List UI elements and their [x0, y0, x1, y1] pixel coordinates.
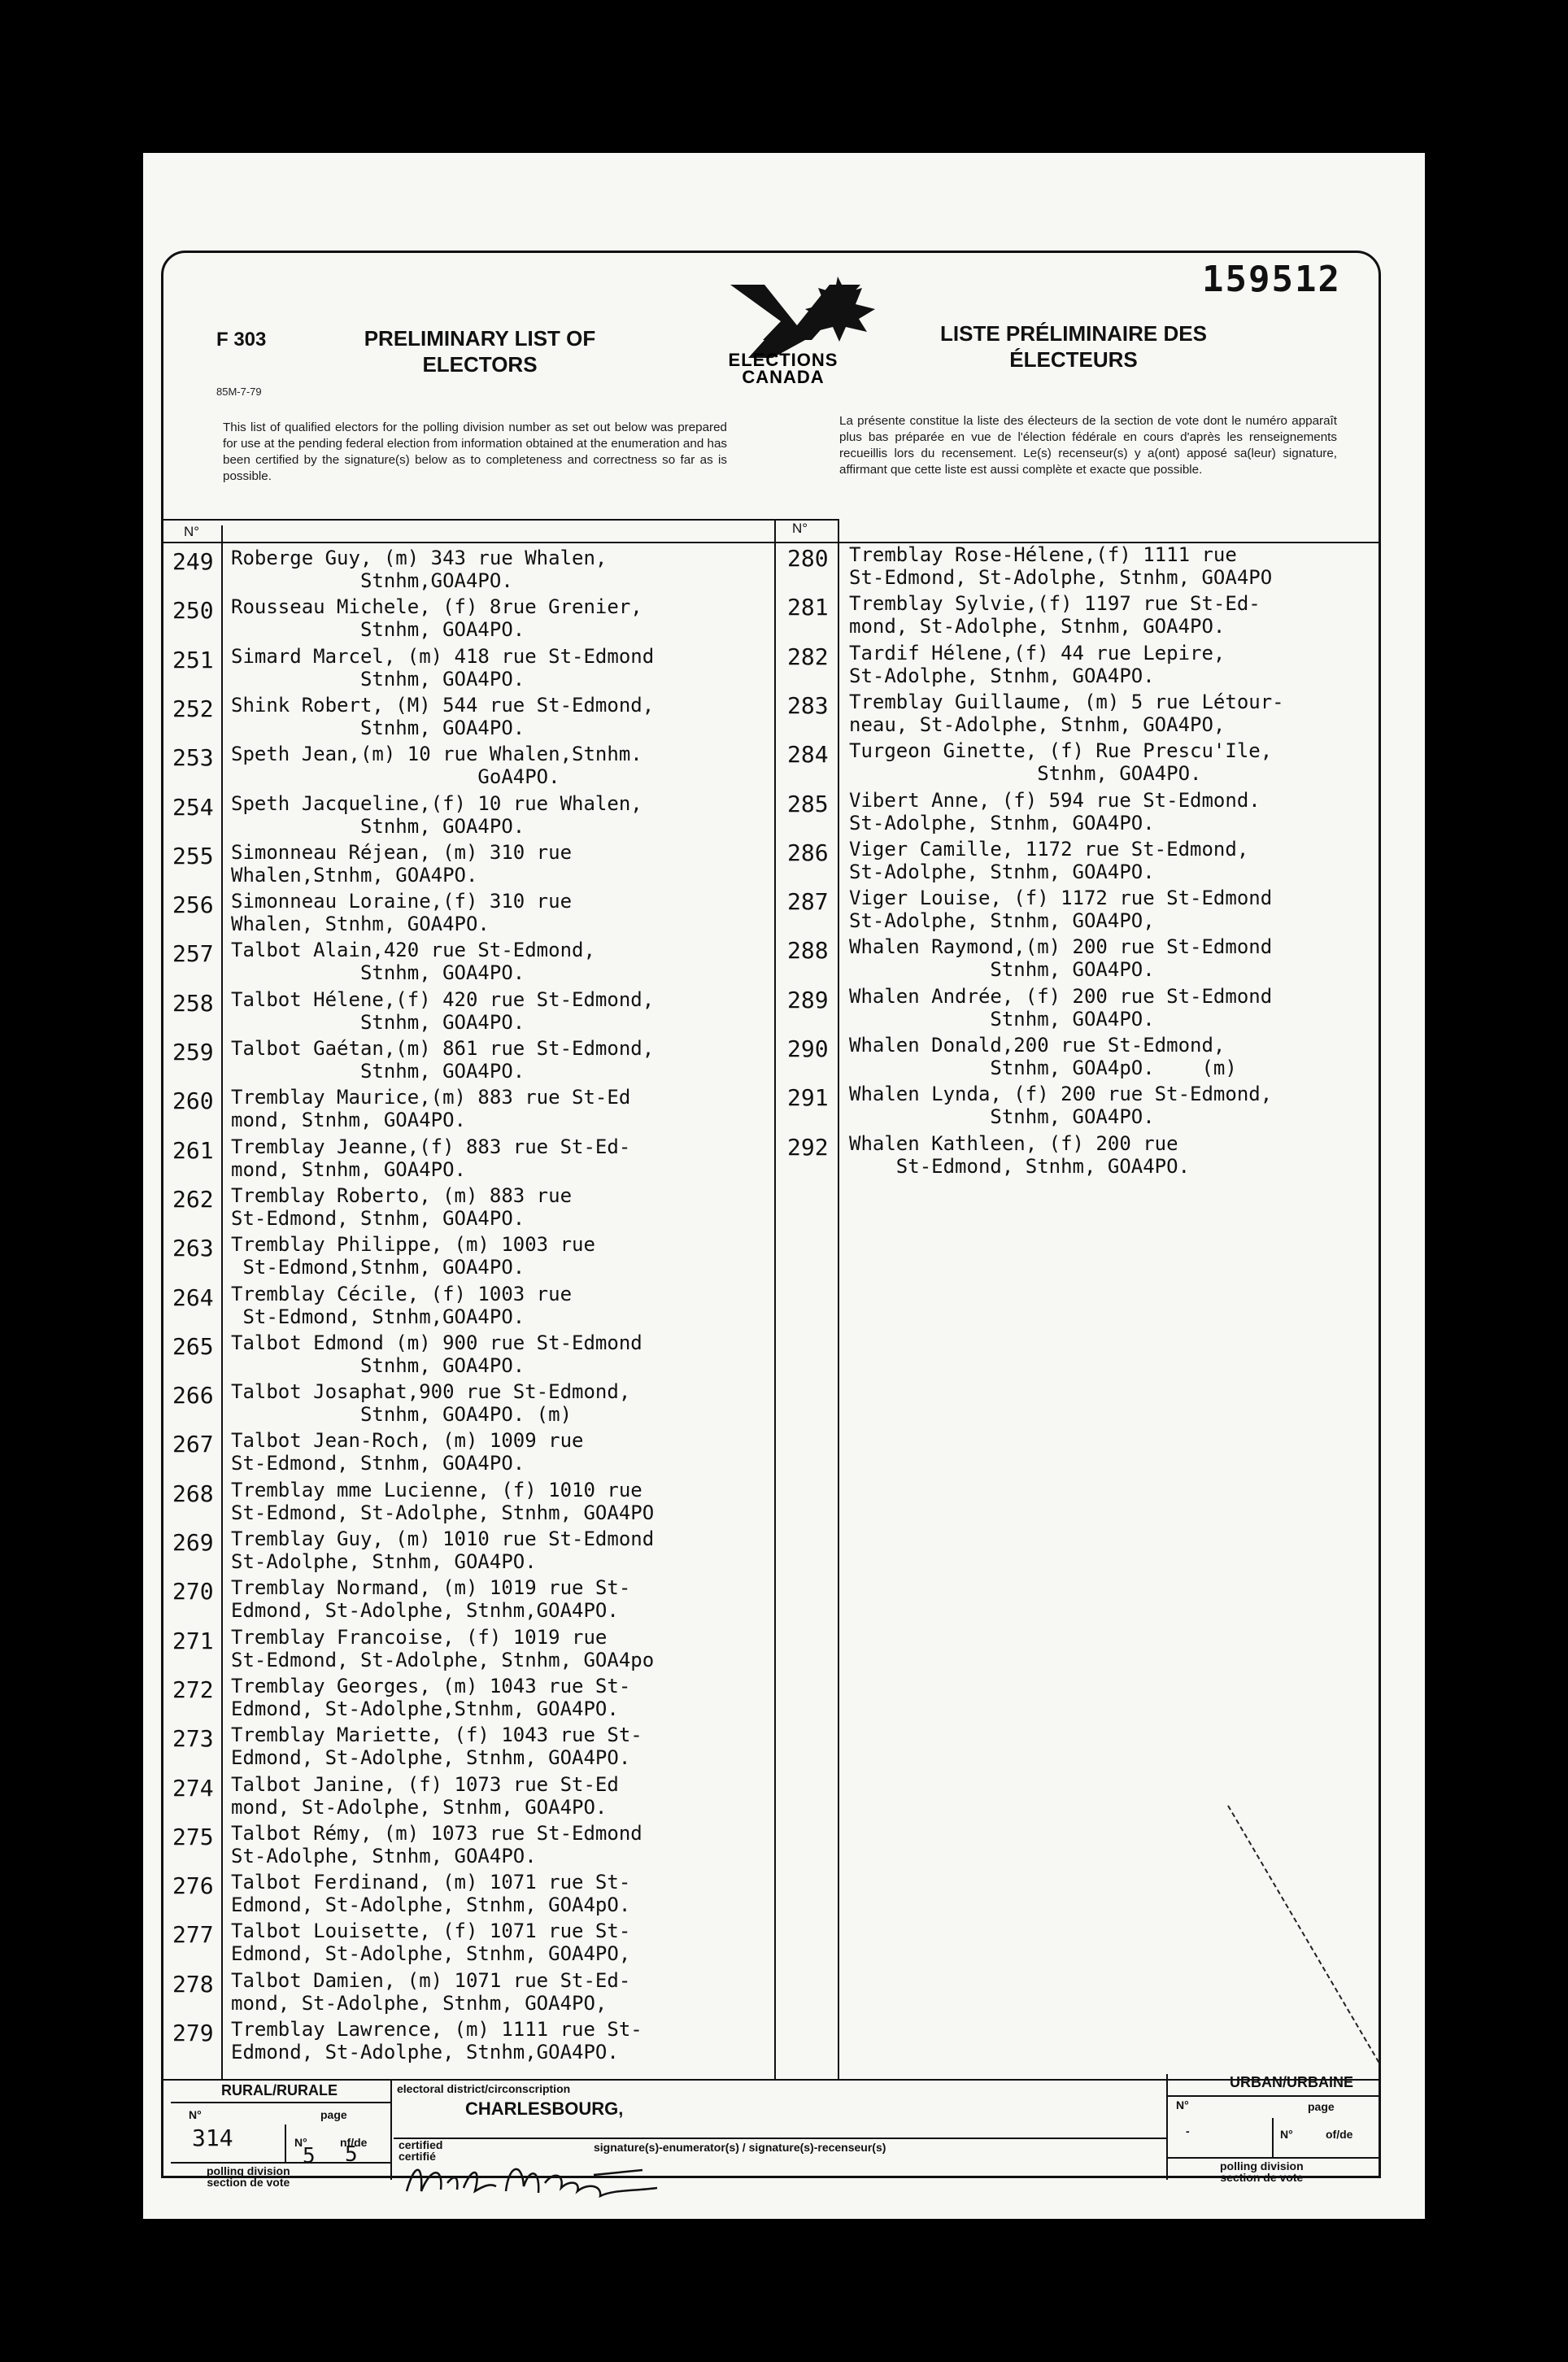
entry-name-address: Turgeon Ginette, (f) Rue Prescu'Ile,	[849, 739, 1273, 763]
polling-division-label-en: polling division	[207, 2164, 290, 2177]
entry-name-address: Viger Louise, (f) 1172 rue St-Edmond	[849, 887, 1273, 910]
entry-name-address: Speth Jacqueline,(f) 10 rue Whalen,	[231, 791, 642, 815]
entry-name-address: Whalen Lynda, (f) 200 rue St-Edmond,	[849, 1083, 1273, 1106]
entry-number: 262	[172, 1185, 214, 1213]
center-divider-line	[774, 519, 776, 2079]
entry-number: 279	[172, 2020, 214, 2046]
entry-address-continued: Stnhm,GOA4PO.	[231, 569, 513, 592]
urban-polling-division-label	[1220, 2160, 1304, 2183]
entry-number: 256	[172, 891, 214, 919]
entry-address-continued: mond, Stnhm, GOA4PO.	[231, 1157, 466, 1181]
polling-division-number: 314	[192, 2124, 233, 2151]
urban-polling-label-fr: section de vote	[1220, 2171, 1304, 2184]
entry-number: 283	[787, 691, 829, 719]
form-code: F 303	[216, 329, 267, 351]
entry-name-address: Tremblay Roberto, (m) 883 rue	[231, 1183, 573, 1207]
entry-address-continued: Edmond, St-Adolphe, Stnhm, GOA4pO.	[231, 1894, 631, 1917]
entry-number: 258	[172, 989, 214, 1017]
polling-division-label	[207, 2165, 290, 2188]
urban-dash: -	[1186, 2124, 1190, 2138]
entry-name-address: Talbot Rémy, (m) 1073 rue St-Edmond	[231, 1821, 642, 1845]
entry-number: 286	[787, 839, 829, 866]
entry-address-continued: Stnhm, GOA4PO.	[231, 716, 525, 739]
electoral-district-label: electoral district/circonscription	[397, 2082, 571, 2095]
entry-number: 251	[172, 646, 214, 673]
intro-english: This list of qualified electors for the polling division number as set out below was prepared for use at the pending federal election from information obtained at the enumeration and has been certified by the signature(s) below as to completeness and correctness so far as is possible.	[223, 421, 727, 483]
entry-number: 287	[787, 888, 829, 916]
entry-name-address: Simard Marcel, (m) 418 rue St-Edmond	[231, 644, 655, 668]
entry-address-continued: neau, St-Adolphe, Stnhm, GOA4PO,	[849, 713, 1226, 736]
entry-number: 274	[172, 1774, 214, 1802]
entry-address-continued: St-Edmond, St-Adolphe, Stnhm, GOA4PO	[849, 566, 1273, 589]
entry-name-address: Tremblay Sylvie,(f) 1197 rue St-Ed-	[849, 592, 1261, 616]
urban-of-label: of/de	[1326, 2128, 1353, 2141]
entry-address-continued: Edmond, St-Adolphe, Stnhm,GOA4PO.	[231, 1599, 619, 1623]
entry-name-address: Talbot Ferdinand, (m) 1071 rue St-	[231, 1871, 631, 1894]
rural-page-label: page	[320, 2108, 347, 2121]
logo-text-line2: CANADA	[742, 367, 825, 387]
title-fr-line1: LISTE PRÉLIMINAIRE DES	[940, 321, 1207, 346]
entry-number: 253	[172, 744, 214, 772]
entry-address-continued: Edmond, St-Adolphe, Stnhm, GOA4PO,	[231, 1942, 631, 1966]
entry-address-continued: Stnhm, GOA4PO.	[849, 1007, 1155, 1031]
entry-address-continued: Whalen,Stnhm, GOA4PO.	[231, 863, 478, 887]
entry-address-continued: Whalen, Stnhm, GOA4PO.	[231, 913, 490, 936]
entry-address-continued: St-Adolphe, Stnhm, GOA4PO.	[849, 664, 1155, 687]
entry-number: 255	[172, 842, 214, 869]
entry-address-continued: St-Edmond, Stnhm, GOA4PO.	[231, 1206, 525, 1230]
entry-address-continued: Stnhm, GOA4PO.	[849, 762, 1202, 786]
entry-address-continued: St-Edmond, Stnhm,GOA4PO.	[231, 1305, 525, 1328]
entry-address-continued: Stnhm, GOA4PO.	[849, 958, 1155, 982]
entry-number: 292	[787, 1133, 829, 1161]
entry-number: 284	[787, 741, 829, 769]
urban-no-divider	[1272, 2118, 1274, 2157]
title-fr-line2: ÉLECTEURS	[1009, 347, 1138, 372]
title-en-line1: PRELIMINARY LIST OF	[364, 326, 596, 351]
entry-name-address: Rousseau Michele, (f) 8rue Grenier,	[231, 595, 642, 619]
urban-no-label: N°	[1176, 2098, 1189, 2111]
urban-polling-label-en: polling division	[1220, 2159, 1304, 2172]
entry-number: 277	[172, 1921, 214, 1949]
entry-name-address: Viger Camille, 1172 rue St-Edmond,	[849, 837, 1249, 861]
entry-address-continued: St-Adolphe, Stnhm, GOA4PO.	[849, 860, 1155, 883]
certified-label-fr: certifié	[399, 2150, 436, 2163]
entry-number: 281	[787, 594, 829, 621]
footer-top-line	[163, 2079, 1381, 2081]
entry-number: 288	[787, 937, 829, 965]
entry-number: 270	[172, 1578, 214, 1606]
entry-number: 266	[172, 1382, 214, 1410]
entry-number: 260	[172, 1087, 214, 1115]
entry-address-continued: St-Edmond, Stnhm, GOA4PO.	[231, 1452, 525, 1475]
entry-name-address: Tremblay Philippe, (m) 1003 rue	[231, 1233, 595, 1257]
entry-address-continued: St-Edmond, St-Adolphe, Stnhm, GOA4po	[231, 1648, 655, 1671]
entry-address-continued: St-Edmond, St-Adolphe, Stnhm, GOA4PO	[231, 1501, 655, 1524]
entry-name-address: Tremblay Mariette, (f) 1043 rue St-	[231, 1724, 642, 1747]
entry-number: 289	[787, 986, 829, 1013]
entry-name-address: Talbot Louisette, (f) 1071 rue St-	[231, 1920, 631, 1943]
entry-name-address: Simonneau Loraine,(f) 310 rue	[231, 890, 573, 913]
entry-number: 257	[172, 940, 214, 968]
entry-name-address: Talbot Hélene,(f) 420 rue St-Edmond,	[231, 987, 655, 1011]
entry-number: 275	[172, 1823, 214, 1850]
intro-french: La présente constitue la liste des électeurs de la section de vote dont le numéro apparaît plus bas préparée en vue de l'élection fédérale en cours d'après les renseignements recueillis lors du recensement. Le(s) recenseur(s) y a(ont) apposé sa(leur) signature, affirmant que cette liste est aussi complète et exacte que possible.	[839, 414, 1337, 477]
entry-address-continued: Edmond, St-Adolphe, Stnhm,GOA4PO.	[231, 2041, 619, 2063]
rural-no-divider	[285, 2124, 286, 2162]
entry-number: 282	[787, 643, 829, 670]
entry-name-address: Simonneau Réjean, (m) 310 rue	[231, 840, 573, 864]
certified-label-en: certified	[399, 2138, 443, 2151]
logo-text-line1: ELECTIONS	[728, 350, 838, 370]
entry-name-address: Talbot Janine, (f) 1073 rue St-Ed	[231, 1772, 619, 1796]
diagonal-cancel-line	[838, 1188, 1381, 2082]
entry-name-address: Tremblay Normand, (m) 1019 rue St-	[231, 1576, 631, 1600]
entry-number: 261	[172, 1136, 214, 1164]
page-total: 5	[345, 2142, 358, 2167]
urban-no2-label: N°	[1280, 2128, 1293, 2141]
entry-address-continued: Stnhm, GOA4PO. (m)	[231, 1403, 573, 1427]
entry-name-address: Tremblay Lawrence, (m) 1111 rue St-	[231, 2018, 642, 2041]
entry-number: 278	[172, 1970, 214, 1998]
entry-number: 285	[787, 790, 829, 817]
entry-number: 276	[172, 1872, 214, 1900]
entry-address-continued: Edmond, St-Adolphe, Stnhm, GOA4PO.	[231, 1746, 631, 1770]
entry-number: 269	[172, 1529, 214, 1556]
rural-label: RURAL/RURALE	[221, 2082, 338, 2098]
entry-address-continued: Edmond, St-Adolphe,Stnhm, GOA4PO.	[231, 1697, 619, 1720]
entry-address-continued: St-Adolphe, Stnhm, GOA4PO,	[849, 909, 1155, 933]
document-number: 159512	[1202, 259, 1341, 300]
entry-name-address: Shink Robert, (M) 544 rue St-Edmond,	[231, 693, 655, 717]
page-no-label: N°	[294, 2136, 307, 2149]
number-header-right: N°	[792, 521, 808, 536]
rural-header-line	[171, 2102, 390, 2103]
number-header-left: N°	[184, 524, 200, 539]
certified-line	[394, 2138, 1166, 2139]
rural-no-label: N°	[189, 2108, 202, 2121]
entry-name-address: Talbot Alain,420 rue St-Edmond,	[231, 939, 595, 962]
entry-name-address: Talbot Edmond (m) 900 rue St-Edmond	[231, 1331, 642, 1354]
entry-name-address: Roberge Guy, (m) 343 rue Whalen,	[231, 547, 608, 569]
entry-address-continued: St-Adolphe, Stnhm, GOA4PO.	[849, 811, 1155, 835]
entry-number: 250	[172, 597, 214, 625]
entry-number: 249	[172, 548, 214, 575]
entry-name-address: Whalen Kathleen, (f) 200 rue	[849, 1131, 1178, 1155]
entry-number: 272	[172, 1676, 214, 1703]
entry-number: 280	[787, 545, 829, 572]
entry-address-continued: St-Edmond, Stnhm, GOA4PO.	[849, 1154, 1191, 1178]
urban-header-line	[1166, 2095, 1381, 2097]
entry-address-continued: Stnhm, GOA4PO.	[231, 667, 525, 691]
entry-name-address: Talbot Gaétan,(m) 861 rue St-Edmond,	[231, 1037, 655, 1060]
page-number: 5	[303, 2144, 316, 2168]
entry-number: 271	[172, 1627, 214, 1654]
entry-name-address: Tremblay Maurice,(m) 883 rue St-Ed	[231, 1086, 631, 1109]
title-french	[903, 320, 1244, 373]
urban-left-line	[1166, 2074, 1168, 2180]
polling-division-label-fr: section de vote	[207, 2176, 290, 2189]
urban-bottom-line	[1166, 2157, 1381, 2159]
entry-number: 268	[172, 1480, 214, 1507]
entry-address-continued: Stnhm, GOA4pO. (m)	[849, 1057, 1237, 1079]
entry-address-continued: GoA4PO.	[231, 765, 560, 789]
entry-address-continued: Stnhm, GOA4PO.	[849, 1105, 1155, 1129]
entry-name-address: Whalen Raymond,(m) 200 rue St-Edmond	[849, 935, 1273, 959]
entry-address-continued: mond, Stnhm, GOA4PO.	[231, 1109, 466, 1132]
entry-address-continued: mond, St-Adolphe, Stnhm, GOA4PO.	[849, 615, 1226, 638]
entry-name-address: Whalen Andrée, (f) 200 rue St-Edmond	[849, 984, 1273, 1008]
entry-name-address: Talbot Damien, (m) 1071 rue St-Ed-	[231, 1968, 631, 1992]
entry-number: 291	[787, 1084, 829, 1112]
entry-name-address: Tardif Hélene,(f) 44 rue Lepire,	[849, 641, 1226, 665]
entry-name-address: Talbot Josaphat,900 rue St-Edmond,	[231, 1380, 631, 1404]
title-english	[325, 325, 634, 377]
entry-number: 273	[172, 1725, 214, 1753]
entry-name-address: Tremblay Francoise, (f) 1019 rue	[231, 1625, 608, 1649]
entry-name-address: Vibert Anne, (f) 594 rue St-Edmond.	[849, 788, 1261, 812]
entry-address-continued: Stnhm, GOA4PO.	[231, 1010, 525, 1034]
entry-name-address: Talbot Jean-Roch, (m) 1009 rue	[231, 1429, 584, 1453]
entry-number: 267	[172, 1431, 214, 1458]
title-en-line2: ELECTORS	[422, 352, 538, 377]
entry-name-address: Tremblay Guillaume, (m) 5 rue Létour-	[849, 690, 1284, 713]
entry-name-address: Speth Jean,(m) 10 rue Whalen,Stnhm.	[231, 743, 642, 766]
entry-address-continued: Stnhm, GOA4PO.	[231, 814, 525, 838]
entry-address-continued: Stnhm, GOA4PO.	[231, 1353, 525, 1377]
page-of-label: nf/de	[340, 2136, 368, 2149]
entry-name-address: Tremblay Guy, (m) 1010 rue St-Edmond	[231, 1527, 655, 1550]
entry-number: 290	[787, 1035, 829, 1062]
rural-right-line	[390, 2079, 392, 2180]
entry-address-continued: Stnhm, GOA4PO.	[231, 1060, 525, 1083]
entry-number: 252	[172, 695, 214, 722]
entry-name-address: Whalen Donald,200 rue St-Edmond,	[849, 1034, 1226, 1057]
entry-address-continued: St-Adolphe, Stnhm, GOA4PO.	[231, 1550, 537, 1573]
logo-text	[698, 351, 869, 386]
entry-address-continued: St-Adolphe, Stnhm, GOA4PO.	[231, 1844, 537, 1867]
entry-name-address: Tremblay Jeanne,(f) 883 rue St-Ed-	[231, 1135, 631, 1158]
entry-number: 265	[172, 1332, 214, 1360]
entry-address-continued: St-Edmond,Stnhm, GOA4PO.	[231, 1256, 525, 1279]
entry-number: 264	[172, 1283, 214, 1311]
entry-number: 254	[172, 793, 214, 821]
entry-number: 263	[172, 1235, 214, 1262]
entry-name-address: Tremblay Georges, (m) 1043 rue St-	[231, 1674, 631, 1697]
left-number-column-line	[221, 525, 223, 2079]
enumerator-signature	[399, 2159, 724, 2204]
urban-page-label: page	[1308, 2100, 1335, 2113]
electoral-district-name: CHARLESBOURG,	[465, 2098, 624, 2119]
signature-label: signature(s)-enumerator(s) / signature(s)-recenseur(s)	[594, 2141, 886, 2154]
entry-address-continued: Stnhm, GOA4PO.	[231, 618, 525, 642]
entry-name-address: Tremblay Rose-Hélene,(f) 1111 rue	[849, 543, 1237, 566]
entry-address-continued: mond, St-Adolphe, Stnhm, GOA4PO.	[231, 1795, 608, 1819]
entry-address-continued: Stnhm, GOA4PO.	[231, 961, 525, 985]
table-top-line-left	[163, 519, 781, 521]
entry-number: 259	[172, 1039, 214, 1066]
entry-name-address: Tremblay mme Lucienne, (f) 1010 rue	[231, 1478, 642, 1501]
urban-label: URBAN/URBAINE	[1230, 2074, 1353, 2090]
form-revision: 85M-7-79	[216, 386, 262, 398]
entry-name-address: Tremblay Cécile, (f) 1003 rue	[231, 1282, 573, 1305]
entry-address-continued: mond, St-Adolphe, Stnhm, GOA4PO,	[231, 1991, 608, 2015]
